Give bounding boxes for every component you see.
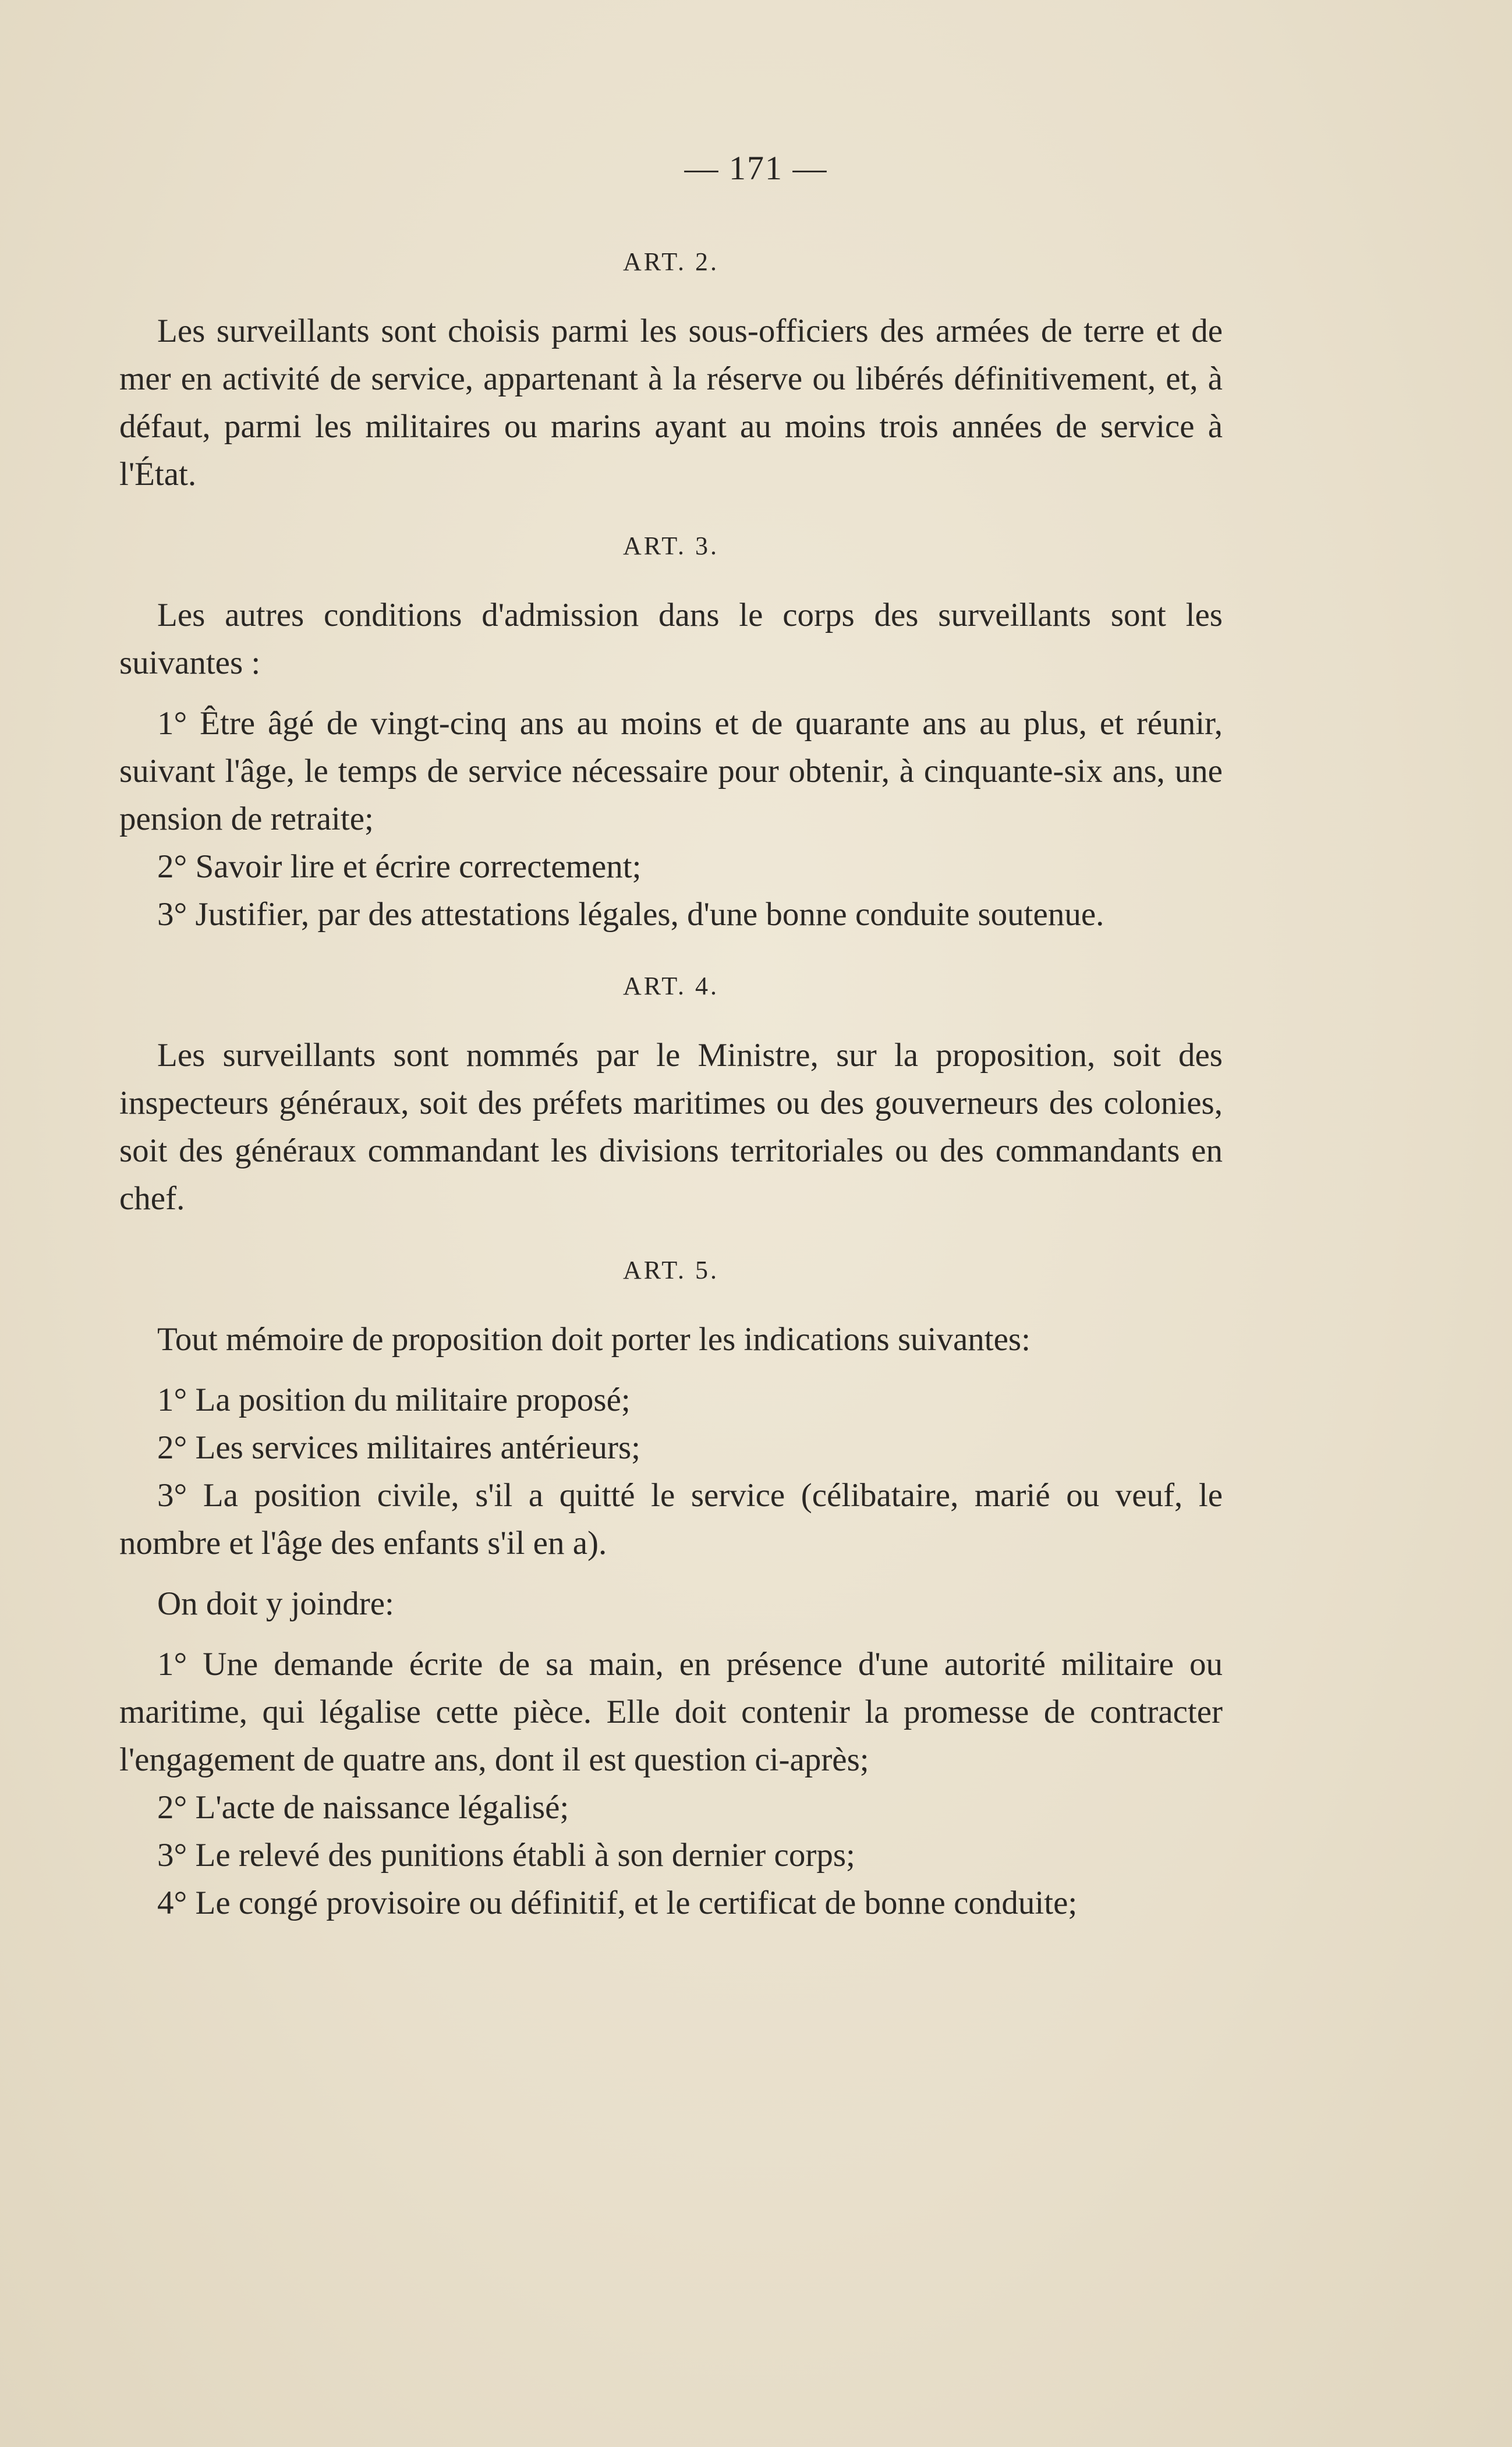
article-2-paragraph: Les surveillants sont choisis parmi les sous-officiers des armées de terre et de mer en activité de service, appartenant à la réserve ou libérés définitivement, et, à défaut, parmi les militaires ou marins ayant au moins trois années de service à l'État. — [119, 313, 1223, 493]
article-3-item-2: 2° Savoir lire et écrire correctement; — [157, 848, 642, 885]
article-4-paragraph: Les surveillants sont nommés par le Ministre, sur la proposition, soit des inspecteurs généraux, soit des préfets maritimes ou des gouverneurs des colonies, soit des généraux commandant les divisions territoriales ou des commandants en chef. — [119, 1037, 1223, 1217]
article-2-heading: ART. 2. — [622, 247, 720, 276]
page-number: — 171 — — [684, 149, 828, 187]
article-3-item-3: 3° Justifier, par des attestations légales, d'une bonne conduite soutenue. — [157, 896, 1104, 933]
article-5-item-1: 1° La position du militaire proposé; — [157, 1382, 631, 1418]
article-5-item-2: 2° Les services militaires antérieurs; — [157, 1429, 641, 1466]
article-5-heading: ART. 5. — [622, 1256, 720, 1284]
page-body — [119, 245, 1223, 1927]
article-4-heading: ART. 4. — [622, 972, 720, 1000]
article-5-attachment-1: 1° Une demande écrite de sa main, en présence d'une autorité militaire ou maritime, qui légalise cette pièce. Elle doit contenir la promesse de contracter l'engagement de quatre ans, dont il est question ci-après; — [119, 1646, 1223, 1778]
article-3-heading: ART. 3. — [622, 532, 720, 560]
article-5-attachment-2: 2° L'acte de naissance légalisé; — [157, 1789, 569, 1826]
article-3-item-1: 1° Être âgé de vingt-cinq ans au moins et de quarante ans au plus, et réunir, suivant l'âge, le temps de service nécessaire pour obtenir, à cinquante-six ans, une pension de retraite; — [119, 705, 1223, 837]
article-5-item-3: 3° La position civile, s'il a quitté le service (célibataire, marié ou veuf, le nombre et l'âge des enfants s'il en a). — [119, 1477, 1223, 1561]
article-5-intro-2: On doit y joindre: — [157, 1585, 394, 1622]
article-5-attachment-3: 3° Le relevé des punitions établi à son dernier corps; — [157, 1837, 855, 1874]
article-5-intro: Tout mémoire de proposition doit porter les indications suivantes: — [157, 1321, 1031, 1358]
article-3-intro: Les autres conditions d'admission dans le corps des surveillants sont les suivantes : — [119, 597, 1223, 681]
article-5-attachment-4: 4° Le congé provisoire ou définitif, et le certificat de bonne conduite; — [157, 1885, 1078, 1921]
